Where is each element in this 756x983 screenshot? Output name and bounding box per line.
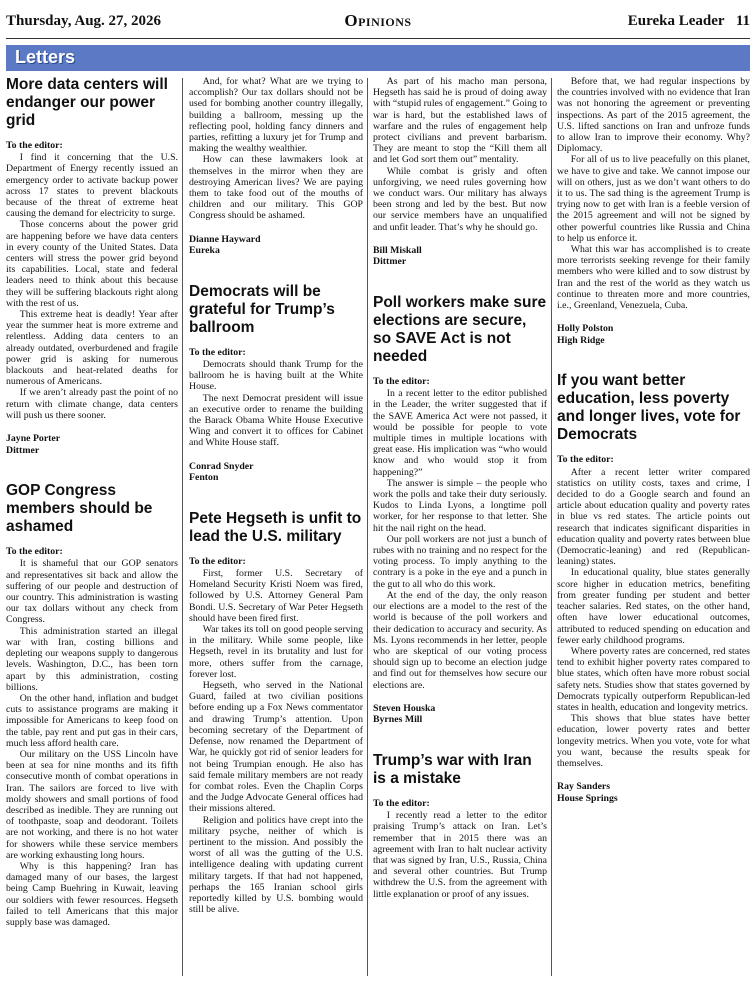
- letter-ballroom: [189, 283, 363, 484]
- column-rule: [551, 78, 552, 976]
- paragraph: On the other hand, inflation and budget cuts to assistance programs are making it impossible for Americans to keep food on the table, pay rent and put gas in their cars, much less afford health care.: [6, 692, 178, 749]
- issue-date: Thursday, Aug. 27, 2026: [6, 13, 162, 29]
- paragraph: As part of his macho man persona, Hegseth has said he is proud of doing away with “stupid rules of engagement.” Going to war is hard, but the established laws of warfare and the rules of engagement help protect civilians and prevent barbarism. They are meant to stop the “Kill them all and let God sort them out” mentality.: [373, 76, 547, 166]
- letter-hegseth: [189, 510, 363, 916]
- signature: [6, 433, 178, 456]
- paragraph: If we aren’t already past the point of no return with climate change, data centers will push us there sooner.: [6, 387, 178, 421]
- column-3: [373, 76, 547, 981]
- headline: Pete Hegseth is unfit to lead the U.S. military: [189, 509, 362, 545]
- paragraph: And, for what? What are we trying to accomplish? Our tax dollars should not be used for bombing another country illegally, building a ballroom, messing up the reflecting pool, holding fancy dinners and parties, refitting a luxury jet for Trump and making the wealthy wealthier.: [189, 76, 363, 155]
- headline: If you want better education, less poverty and longer lives, vote for Democrats: [557, 372, 741, 444]
- author-town: Eureka: [189, 245, 220, 257]
- salutation: To the editor:: [373, 797, 430, 809]
- headline: Trump’s war with Iran is a mistake: [373, 751, 532, 787]
- signature: [189, 461, 363, 484]
- paper-name: Eureka Leader: [627, 13, 725, 29]
- author-name: Dianne Hayward: [189, 233, 261, 245]
- paragraph: At the end of the day, the only reason our elections are a model to the rest of the world is because of the poll workers and their dedication to accuracy and security. As Ms. Lyons recommends in her letter, people who are skeptical of our voting process should sign up to become an election judge and find out for themselves how secure our elections are.: [373, 589, 547, 691]
- author-name: Steven Houska: [373, 702, 436, 714]
- author-town: House Springs: [557, 792, 618, 804]
- masthead-rule: [6, 38, 750, 39]
- paragraph: The next Democrat president will issue an executive order to rename the building the Barack Obama White House Executive Wing and convert it to offices for Cabinet and White House staff.: [189, 392, 363, 449]
- column-4: [557, 76, 750, 981]
- author-town: Byrnes Mill: [373, 714, 423, 726]
- headline: Poll workers make sure elections are secure, so SAVE Act is not needed: [373, 294, 547, 366]
- paragraph: Hegseth, who served in the National Guard, failed at two civilian positions before ending up a Fox News commentator and drawing Trump’s attention. Upon becoming secretary of the Department of Defense, now renamed the Department of War, he quickly got rid of senior leaders for not being Trumpian enough. He also has said female military members are not ready for combat roles. Even the Chaplin Corps and the Judge Advocate General offices had their missions altered.: [189, 680, 363, 815]
- author-town: Dittmer: [6, 444, 40, 456]
- author-name: Jayne Porter: [6, 433, 61, 445]
- author-name: Bill Miskall: [373, 244, 422, 256]
- signature: [557, 323, 750, 346]
- paragraph: Why is this happening? Iran has damaged many of our bases, the largest being Camp Buehring in Kuwait, leaving our soldiers with fewer resources. Hegseth failed to tell Americans that this major supply base was damaged.: [6, 860, 178, 928]
- letter-poll-workers: [373, 294, 547, 726]
- salutation: To the editor:: [557, 454, 614, 466]
- paragraph: What this war has accomplished is to create more terrorists seeking revenge for their family members who were killed and to sow distrust by Iran and the rest of the world as they watch us continue to threaten more and more countries, i.e., Greenland, Venezuela, Cuba.: [557, 244, 750, 312]
- author-name: Ray Sanders: [557, 781, 611, 793]
- signature: [189, 234, 363, 257]
- paragraph: Our poll workers are not just a bunch of rubes with no training and no respect for the voting process. To imply anything to the contrary is a poke in the eye and a punch in the gut to all who do this work.: [373, 533, 547, 590]
- paragraph: This administration started an illegal war with Iran, costing billions and depleting our weapons supply to dangerous levels. Washington, D.C., has been torn apart by this administration, costing billions.: [6, 625, 178, 693]
- salutation: To the editor:: [189, 346, 246, 358]
- paragraph: War takes its toll on good people serving in the military. While some people, like Hegseth, revel in its brutality and lust for more, others suffer from the carnage, forever lost.: [189, 624, 363, 680]
- salutation: To the editor:: [189, 555, 246, 567]
- column-2: [189, 76, 363, 981]
- paragraph: In educational quality, blue states generally score higher in education metrics, benefiting from greater funding per student and better teacher salaries. Red states, on the other hand, often have lower educational outcomes, attributed to reduced spending on education and fewer early childhood programs.: [557, 567, 750, 646]
- headline: More data centers will endanger our power grid: [6, 76, 168, 129]
- banner-label: Letters: [15, 47, 76, 67]
- paragraph: Religion and politics have crept into the military psyche, neither of which is pertinent to the mission. And possibly the worst of all was the gutting of the U.S. intelligence dealing with updating current military targets. If that had not happened, perhaps the 165 Iranian school girls reportedly killed by U.S. bombing would still be alive.: [189, 814, 363, 916]
- author-name: Conrad Snyder: [189, 460, 254, 472]
- column-rule: [182, 78, 183, 976]
- paragraph: Before that, we had regular inspections by the countries involved with no evidence that Iran was not honoring the agreement or preventing inspections. As part of the 2015 agreement, the U.S. lifted sanctions on Iran and unfroze funds to allow Iran to improve their economy. Why? Diplomacy.: [557, 76, 750, 155]
- letters-banner: [6, 45, 750, 71]
- paragraph: This shows that blue states have better education, lower poverty rates and better longevity metrics. When you vote, vote for what you want, because the results speak for themselves.: [557, 713, 750, 769]
- paragraph: Our military on the USS Lincoln have been at sea for nine months and its fifth consecutive month of combat operations in Iran. The sailors are forced to live with moldy showers and small portions of food described as inedible. They are running out of toothpaste, soap and deodorant. Toilets are not working, and there is no hot water for showers while these service members are working exhausting long hours.: [6, 748, 178, 861]
- paragraph: In a recent letter to the editor published in the Leader, the writer suggested that if the SAVE America Act were not passed, it would be possible for people to vote multiple times in multiple locations with great ease. His implication was “who would know and who would stop it from happening?”: [373, 388, 547, 478]
- author-town: High Ridge: [557, 334, 605, 346]
- paragraph: Democrats should thank Trump for the ballroom he is having built at the White House.: [189, 359, 363, 393]
- masthead: [6, 8, 750, 36]
- column-1: [6, 76, 178, 981]
- paragraph: For all of us to live peacefully on this planet, we have to give and take. We cannot impose our will on others, just as we don’t want others to do it to us. The sad thing is the agreement Trump is trying now to get with Iran is a feeble version of the 2015 agreement and will not be signed by other powerful countries like Russia and China to help us enforce it.: [557, 154, 750, 244]
- section-title: Opinions: [344, 11, 412, 30]
- signature: [373, 245, 547, 268]
- paragraph: I recently read a letter to the editor praising Trump’s attack on Iran. Let’s remember that in 2015 there was an agreement with Iran to halt nuclear activity that was signed by Iran, U.S., Russia, China and several other countries. But Trump withdrew the U.S. from the agreement with little explanation or proof of any issues.: [373, 810, 547, 900]
- paragraph: Where poverty rates are concerned, red states tend to exhibit higher poverty rates compared to blue states, which often have more robust social safety nets. Studies show that states governed by Democrats typically outperform Republican-led states in health, education and longevity metrics.: [557, 645, 750, 713]
- letter-data-centers: [6, 76, 178, 456]
- paragraph: This extreme heat is deadly! Year after year the summer heat is more extreme and relentless. Adding data centers to an already outdated, overburdened and fragile power grid is asking for numerous blackouts and heat-related deaths for numerous of Americans.: [6, 309, 178, 388]
- letter-iran-war: [373, 752, 547, 900]
- author-town: Dittmer: [373, 256, 407, 268]
- paragraph: After a recent letter writer compared statistics on utility costs, taxes and crime, I decided to do a Google search and found an article about education quality and poverty rates in blue vs red states. The article points out research that indicates significant disparities in education quality and poverty rates between blue (Democratic-leaning) and red (Republican-leaning) states.: [557, 466, 750, 568]
- paragraph: I find it concerning that the U.S. Department of Energy recently issued an emergency order to activate backup power across 17 states to prevent blackouts because of the threat of extreme heat causing the demand for electricity to surge.: [6, 152, 178, 220]
- paragraph: While combat is grisly and often unforgiving, we need rules governing how we conduct wars. Our military has always been strong and led by the best. But now our service members have an unqualified and unfit leader. That’s why he should go.: [373, 165, 547, 233]
- column-rule: [367, 78, 368, 976]
- salutation: To the editor:: [6, 546, 63, 558]
- headline: GOP Congress members should be ashamed: [6, 482, 153, 536]
- author-name: Holly Polston: [557, 323, 614, 335]
- paragraph: The answer is simple – the people who work the polls and take their duty seriously. Kudos to Linda Lyons, a longtime poll worker, for her response to that letter. She hit the nail right on the head.: [373, 477, 547, 534]
- paper-name-page: [628, 13, 750, 30]
- headline: Democrats will be grateful for Trump’s ballroom: [189, 282, 335, 336]
- letter-gop-congress: [6, 482, 178, 928]
- paragraph: Those concerns about the power grid are happening before we have data centers in every county of the United States. Data centers will stress the power grid beyond its capabilities. Local, state and federal leaders need to think about this because they will be suffering blackouts right along with the rest of us.: [6, 219, 178, 309]
- salutation: To the editor:: [373, 376, 430, 388]
- page-number: 11: [735, 13, 750, 29]
- paragraph: First, former U.S. Secretary of Homeland Security Kristi Noem was fired, followed by U.S. Attorney General Pam Bondi. U.S. Secretary of War Peter Hegseth should have been fired first.: [189, 568, 363, 624]
- salutation: To the editor:: [6, 140, 63, 151]
- author-town: Fenton: [189, 472, 219, 484]
- paragraph: It is shameful that our GOP senators and representatives sit back and allow the suffering of our people and destruction of our country. This administration is wasting our tax dollars without any check from Congress.: [6, 558, 178, 626]
- paragraph: How can these lawmakers look at themselves in the mirror when they are destroying American lives? We are paying them to take food out of the mouths of children and our military. This GOP Congress should be ashamed.: [189, 154, 363, 222]
- signature: [373, 703, 547, 726]
- letter-education: [557, 372, 750, 804]
- signature: [557, 781, 750, 804]
